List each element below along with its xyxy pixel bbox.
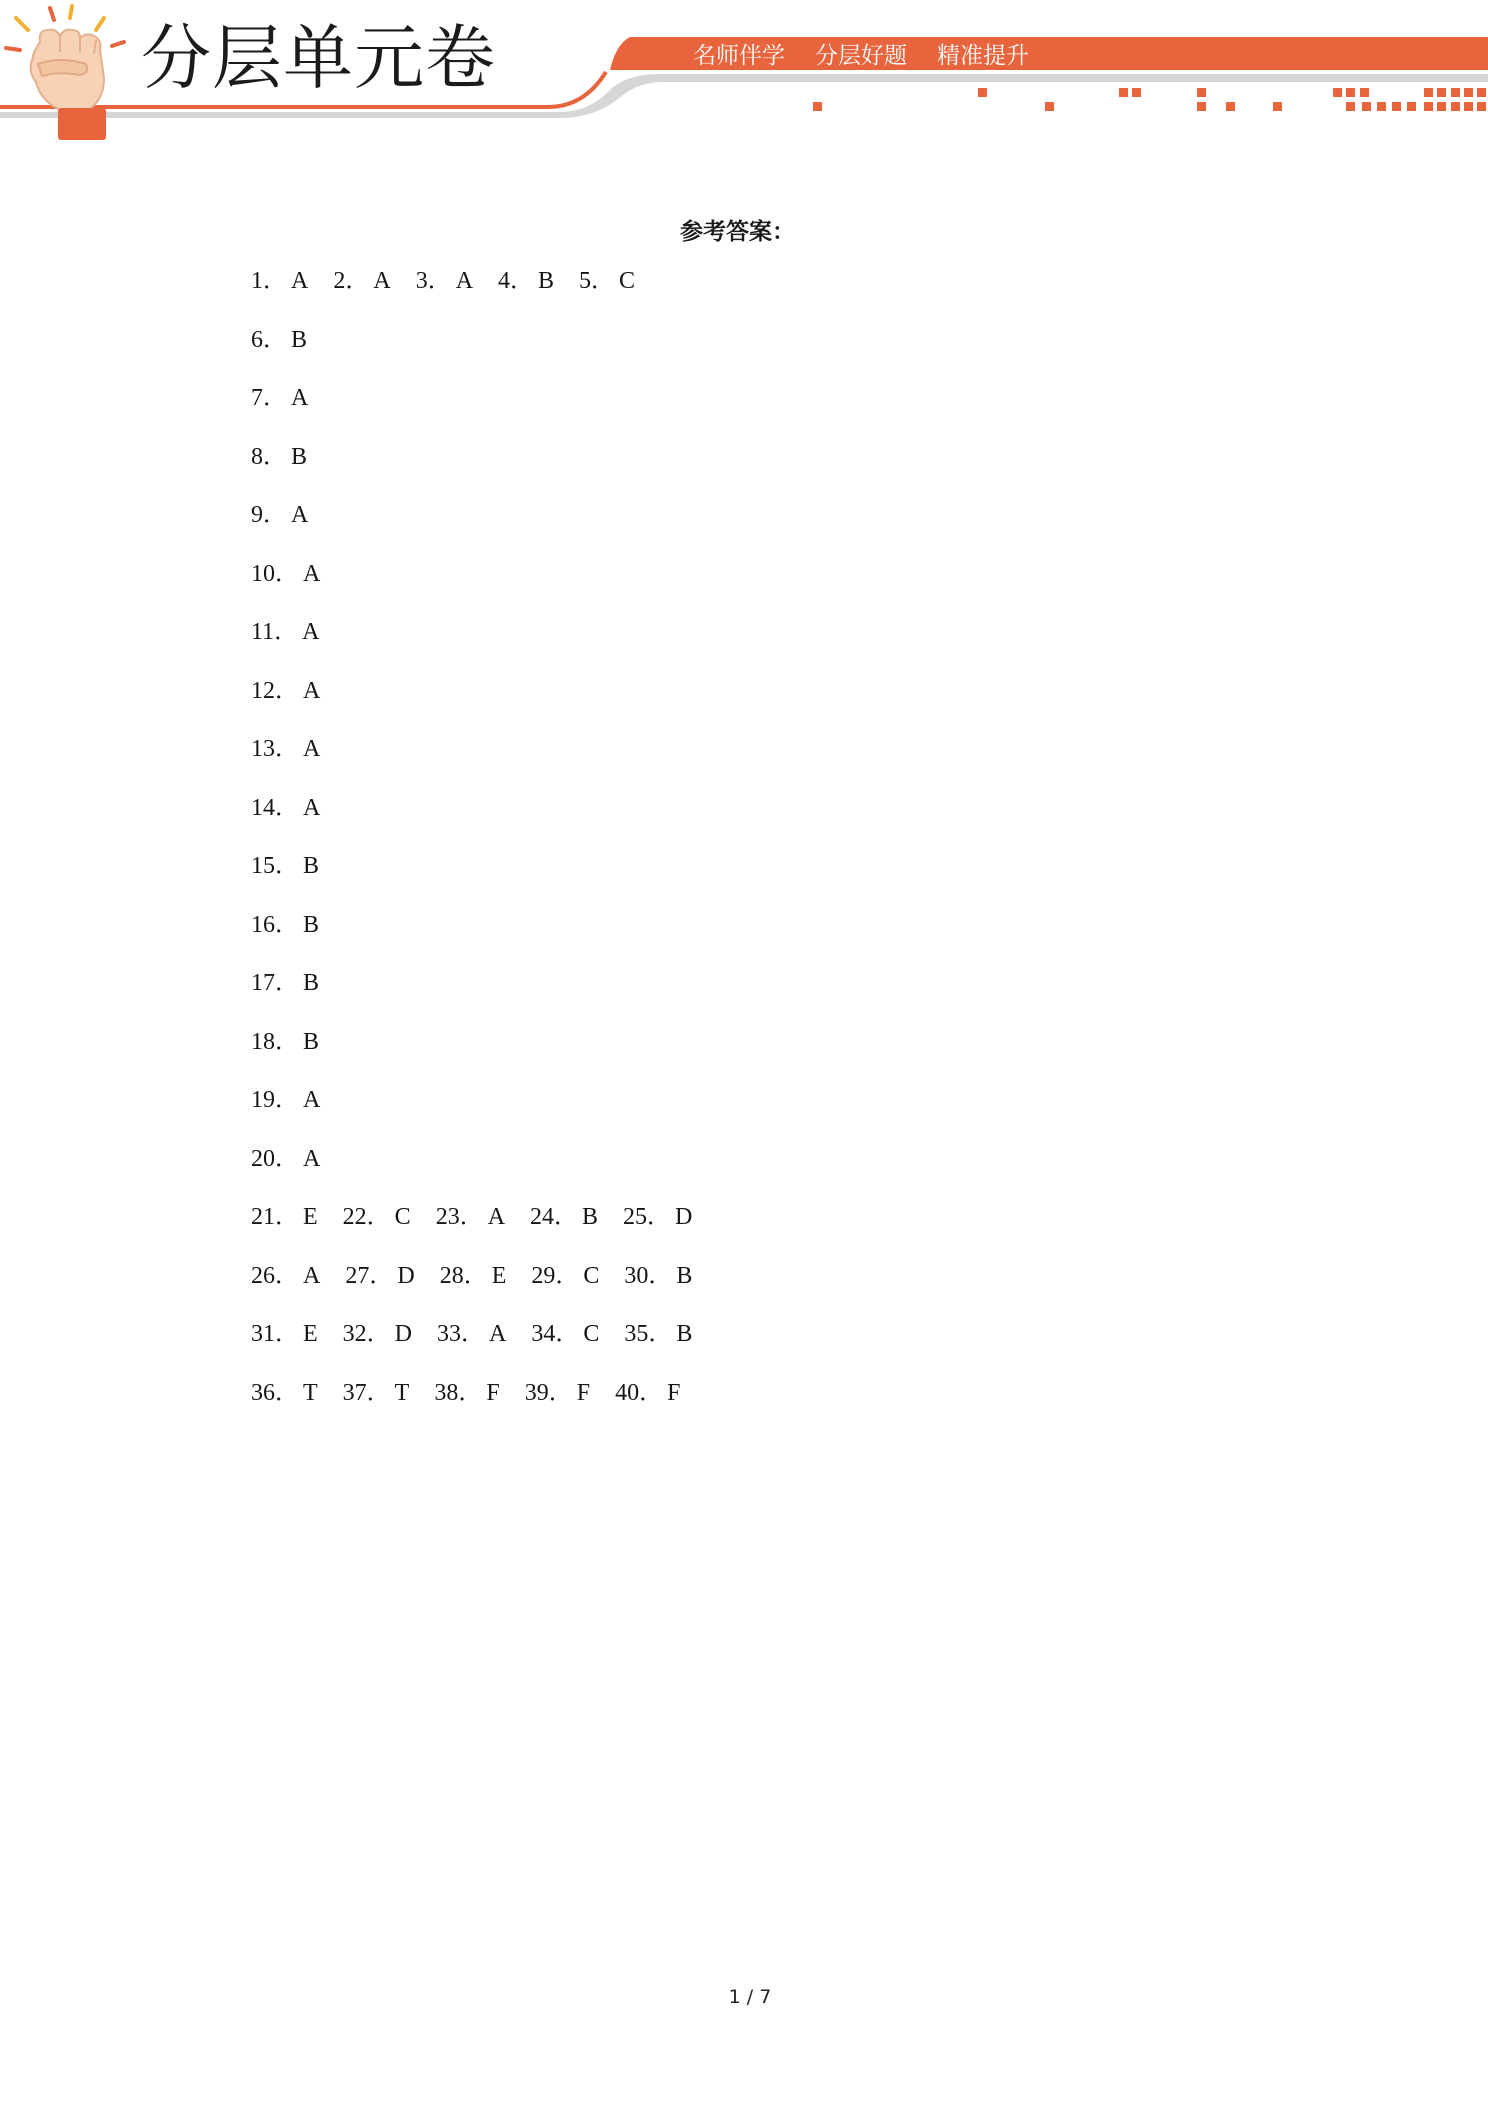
- answer-item: [437, 1305, 506, 1364]
- number-separator: ．: [427, 268, 452, 294]
- question-number: 36: [251, 1379, 275, 1406]
- answer-item: [623, 1188, 692, 1247]
- answer-item: [251, 1305, 318, 1364]
- number-separator: ．: [510, 268, 535, 294]
- question-number: 27: [345, 1262, 370, 1289]
- answer-letter: B: [676, 1321, 693, 1347]
- number-separator: ．: [275, 1321, 299, 1347]
- question-number: 25: [623, 1204, 648, 1230]
- question-number: 40: [615, 1379, 640, 1406]
- question-number: 6: [251, 326, 263, 353]
- slogan-precision: 精准提升: [937, 43, 1029, 69]
- answer-letter: C: [583, 1262, 600, 1289]
- number-separator: ．: [275, 970, 299, 996]
- answer-letter: B: [582, 1204, 599, 1230]
- question-number: 11: [251, 619, 275, 645]
- answer-line: [251, 486, 717, 545]
- decorative-squares: [813, 88, 1486, 111]
- answer-letter: A: [302, 619, 320, 645]
- answer-item: [343, 1305, 412, 1364]
- number-separator: ．: [461, 1321, 486, 1347]
- answer-letter: A: [303, 736, 321, 762]
- answer-item: [624, 1247, 692, 1306]
- number-separator: ．: [275, 911, 299, 938]
- answer-line: [251, 369, 717, 428]
- number-separator: ．: [647, 1204, 672, 1230]
- question-number: 8: [251, 443, 263, 470]
- answer-letter: A: [489, 1321, 507, 1347]
- answer-item: [343, 1188, 411, 1247]
- answer-letter: E: [303, 1204, 318, 1230]
- answer-item: [530, 1188, 598, 1247]
- answer-line: [251, 545, 717, 604]
- answer-letter: A: [303, 1087, 321, 1113]
- answer-letter: B: [303, 970, 320, 996]
- answer-letter: A: [303, 677, 321, 704]
- answer-item: [416, 252, 473, 311]
- number-separator: ．: [263, 268, 287, 294]
- answer-item: [251, 311, 307, 370]
- answer-line: [251, 1013, 717, 1072]
- answer-line: [251, 252, 717, 311]
- answer-line: [251, 311, 717, 370]
- answer-letter: D: [394, 1321, 413, 1347]
- answer-item: [615, 1364, 680, 1423]
- question-number: 37: [342, 1379, 367, 1406]
- answer-item: [251, 954, 319, 1013]
- question-number: 17: [251, 970, 275, 996]
- question-number: 10: [251, 560, 275, 587]
- question-number: 20: [251, 1145, 275, 1172]
- answer-letter: B: [303, 1028, 320, 1055]
- answer-line: [251, 896, 717, 955]
- number-separator: ．: [275, 794, 299, 821]
- answer-letter: A: [455, 268, 474, 294]
- number-separator: ．: [369, 1262, 394, 1289]
- answer-line: [251, 1188, 717, 1247]
- answer-line: [251, 603, 717, 662]
- question-number: 21: [251, 1204, 275, 1230]
- question-number: 14: [251, 794, 275, 821]
- answer-item: [251, 1364, 318, 1423]
- answer-letter: T: [303, 1379, 318, 1406]
- question-number: 23: [435, 1204, 460, 1230]
- answer-item: [251, 369, 308, 428]
- number-separator: ．: [366, 1379, 391, 1406]
- question-number: 9: [251, 502, 263, 528]
- question-number: 35: [624, 1321, 649, 1347]
- answer-letter: D: [675, 1204, 693, 1230]
- question-number: 5: [579, 268, 592, 294]
- page-number: 1 / 7: [728, 1986, 772, 2008]
- question-number: 33: [437, 1321, 462, 1347]
- answer-line: [251, 779, 717, 838]
- answer-letter: A: [303, 1262, 321, 1289]
- answer-line: [251, 954, 717, 1013]
- answer-letter: E: [303, 1321, 318, 1347]
- number-separator: ．: [263, 385, 287, 411]
- question-number: 16: [251, 911, 275, 938]
- fist-icon: [0, 0, 130, 140]
- answer-letter: B: [538, 268, 555, 294]
- answer-letter: A: [291, 268, 309, 294]
- slogan-layered: 分层好题: [815, 43, 907, 69]
- number-separator: ．: [263, 502, 287, 528]
- answer-letter: A: [303, 794, 321, 821]
- question-number: 34: [531, 1321, 556, 1347]
- answer-item: [251, 1013, 319, 1072]
- answer-item: [345, 1247, 414, 1306]
- answer-item: [251, 603, 319, 662]
- answer-line: [251, 662, 717, 721]
- answer-item: [436, 1188, 505, 1247]
- answer-item: [624, 1305, 692, 1364]
- answer-letter: C: [583, 1321, 600, 1347]
- answer-item: [251, 779, 320, 838]
- number-separator: ．: [548, 1379, 573, 1406]
- question-number: 38: [434, 1379, 459, 1406]
- question-number: 22: [342, 1204, 367, 1230]
- question-number: 26: [251, 1262, 275, 1289]
- answer-item: [251, 545, 320, 604]
- number-separator: ．: [274, 619, 299, 645]
- answer-item: [251, 1071, 320, 1130]
- answer-item: [251, 1247, 320, 1306]
- number-separator: ．: [275, 1262, 299, 1289]
- question-number: 28: [439, 1262, 464, 1289]
- question-number: 39: [524, 1379, 549, 1406]
- answer-letter: B: [303, 853, 320, 879]
- number-separator: ．: [275, 736, 299, 762]
- number-separator: ．: [366, 1204, 391, 1230]
- number-separator: ．: [275, 1028, 299, 1055]
- answer-letter: B: [291, 443, 308, 470]
- number-separator: ．: [275, 1379, 299, 1406]
- answer-letter: T: [394, 1379, 410, 1406]
- answer-item: [251, 428, 307, 487]
- answer-line: [251, 1071, 717, 1130]
- answer-item: [251, 1130, 320, 1189]
- answer-letter: A: [291, 385, 309, 411]
- answer-line: [251, 428, 717, 487]
- answer-item: [343, 1364, 410, 1423]
- answer-letter: A: [373, 268, 391, 294]
- number-separator: ．: [554, 1204, 579, 1230]
- question-number: 7: [251, 385, 263, 411]
- number-separator: ．: [263, 443, 287, 470]
- answer-letter: E: [491, 1262, 507, 1289]
- question-number: 29: [531, 1262, 556, 1289]
- question-number: 31: [251, 1321, 275, 1347]
- question-number: 15: [251, 853, 275, 879]
- answer-letter: F: [576, 1379, 591, 1406]
- answer-item: [251, 837, 319, 896]
- question-number: 24: [530, 1204, 555, 1230]
- question-number: 1: [251, 268, 263, 294]
- number-separator: ．: [459, 1204, 484, 1230]
- answer-letter: A: [487, 1204, 506, 1230]
- banner-slogans: [693, 37, 1029, 70]
- question-number: 4: [498, 268, 511, 294]
- number-separator: ．: [648, 1262, 673, 1289]
- answer-line: [251, 1305, 717, 1364]
- question-number: 32: [342, 1321, 367, 1347]
- answer-item: [498, 252, 554, 311]
- answer-list: [251, 252, 717, 1422]
- answer-letter: A: [303, 1145, 321, 1172]
- number-separator: ．: [275, 853, 299, 879]
- number-separator: ．: [275, 1145, 299, 1172]
- question-number: 2: [333, 268, 346, 294]
- answer-line: [251, 1130, 717, 1189]
- number-separator: ．: [275, 677, 299, 704]
- answer-item: [434, 1364, 499, 1423]
- answer-item: [579, 252, 635, 311]
- answer-letter: B: [303, 911, 320, 938]
- answer-line: [251, 720, 717, 779]
- number-separator: ．: [366, 1321, 391, 1347]
- answer-letter: D: [397, 1262, 415, 1289]
- number-separator: ．: [275, 560, 299, 587]
- answer-letter: A: [303, 560, 321, 587]
- answer-item: [251, 720, 320, 779]
- question-number: 13: [251, 736, 275, 762]
- answer-item: [531, 1305, 599, 1364]
- number-separator: ．: [263, 326, 287, 353]
- answer-line: [251, 1364, 717, 1423]
- answer-item: [251, 896, 319, 955]
- answer-item: [440, 1247, 507, 1306]
- question-number: 3: [415, 268, 428, 294]
- answer-letter: B: [676, 1262, 693, 1289]
- answer-letter: A: [291, 502, 309, 528]
- answer-letter: C: [394, 1204, 411, 1230]
- number-separator: ．: [555, 1321, 580, 1347]
- slogan-teacher: 名师伴学: [693, 43, 785, 69]
- answer-item: [531, 1247, 599, 1306]
- number-separator: ．: [591, 268, 616, 294]
- answer-letter: F: [667, 1379, 681, 1406]
- brand-title: 分层单元卷: [141, 17, 496, 99]
- question-number: 12: [251, 677, 275, 704]
- answer-item: [251, 1188, 318, 1247]
- page-title: 参考答案：: [680, 218, 795, 245]
- number-separator: ．: [463, 1262, 488, 1289]
- answer-item: [333, 252, 390, 311]
- answer-letter: B: [291, 326, 308, 353]
- answer-letter: F: [486, 1379, 500, 1406]
- answer-line: [251, 837, 717, 896]
- number-separator: ．: [275, 1087, 299, 1113]
- number-separator: ．: [555, 1262, 580, 1289]
- number-separator: ．: [639, 1379, 664, 1406]
- number-separator: ．: [345, 268, 370, 294]
- question-number: 19: [251, 1087, 275, 1113]
- answer-item: [251, 252, 308, 311]
- number-separator: ．: [275, 1204, 299, 1230]
- question-number: 18: [251, 1028, 275, 1055]
- answer-line: [251, 1247, 717, 1306]
- answer-item: [251, 486, 308, 545]
- answer-letter: C: [619, 268, 636, 294]
- answer-item: [251, 662, 320, 721]
- question-number: 30: [624, 1262, 649, 1289]
- answer-item: [525, 1364, 590, 1423]
- number-separator: ．: [458, 1379, 483, 1406]
- number-separator: ．: [648, 1321, 673, 1347]
